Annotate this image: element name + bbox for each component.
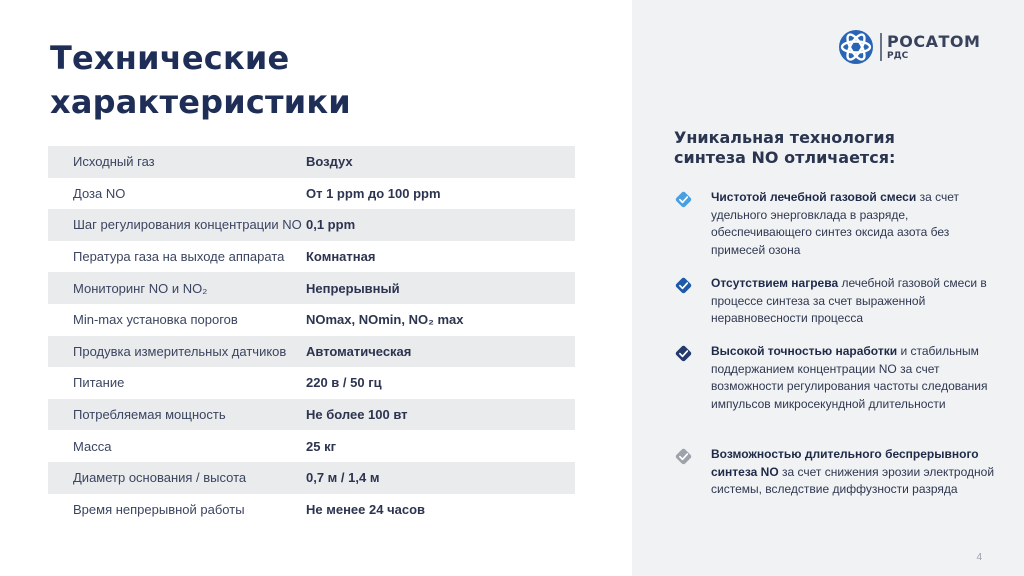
logo-name: РОСАТОМ	[887, 32, 981, 51]
feature-title: Чистотой лечебной газовой смеси	[711, 190, 917, 204]
spec-label: Диаметр основания / высота	[73, 470, 247, 486]
feature-description: за счет снижения эрозии электродной системы, вследствие диффузности разряда	[711, 464, 995, 496]
feature-text	[711, 189, 1001, 259]
spec-row	[48, 399, 575, 431]
spec-row	[48, 494, 575, 526]
panel-heading	[674, 128, 994, 168]
check-icon	[674, 276, 693, 295]
feature-description: за счет удельного энерговклада в разряде, обеспечивающего синтез оксида азота без примесей озона	[711, 190, 959, 257]
check-icon	[674, 344, 693, 363]
spec-label: Потребляемая мощность	[73, 407, 226, 423]
spec-value: 25 кг	[306, 438, 336, 454]
spec-row	[48, 178, 575, 210]
feature-description: и стабильным поддержанием концентрации NO за счет возможности регулирования частоты следования импульсов микросекундной длительности	[711, 344, 988, 411]
page-title	[50, 36, 610, 124]
spec-value: Автоматическая	[306, 343, 412, 359]
logo-divider	[880, 33, 882, 61]
page-number: 4	[976, 552, 982, 563]
feature-title: Возможностью длительного беспрерывного синтеза NO	[711, 447, 979, 479]
spec-label: Время непрерывной работы	[73, 501, 245, 517]
spec-row	[48, 430, 575, 462]
spec-table	[48, 146, 575, 525]
feature-text	[711, 343, 1001, 413]
spec-value: Комнатная	[306, 249, 376, 265]
spec-value: NOmax, NOmin, NO₂ max	[306, 312, 464, 328]
spec-label: Пература газа на выходе аппарата	[73, 249, 285, 265]
spec-row	[48, 241, 575, 273]
spec-label: Продувка измерительных датчиков	[73, 343, 287, 359]
feature-text	[711, 446, 1001, 499]
spec-value: Не менее 24 часов	[306, 501, 426, 517]
spec-label: Шаг регулирования концентрации NO	[73, 217, 302, 233]
feature-title: Высокой точностью наработки	[711, 344, 898, 358]
spec-value: От 1 ppm до 100 ppm	[306, 185, 441, 201]
spec-value: Воздух	[306, 154, 353, 170]
panel-heading-line-1: Уникальная технология	[674, 128, 895, 147]
spec-label: Min-max установка порогов	[73, 312, 238, 328]
logo-subtitle: РДС	[887, 51, 909, 61]
spec-label: Питание	[73, 375, 125, 391]
rosatom-logo	[838, 29, 988, 69]
feature-title: Отсутствием нагрева	[711, 276, 839, 290]
feature-description: лечебной газовой смеси в процессе синтеза за счет выраженной неравновесности процесса	[711, 276, 987, 325]
spec-label: Исходный газ	[73, 154, 155, 170]
feature-text	[711, 275, 1001, 328]
atom-logo-icon	[838, 29, 874, 65]
spec-row	[48, 367, 575, 399]
spec-value: 220 в / 50 гц	[306, 375, 382, 391]
check-icon	[674, 447, 693, 466]
spec-row	[48, 462, 575, 494]
spec-row	[48, 209, 575, 241]
title-line-1: Технические	[50, 39, 290, 77]
check-icon	[674, 190, 693, 209]
spec-label: Доза NO	[73, 185, 126, 201]
spec-row	[48, 336, 575, 368]
spec-label: Мониторинг NO и NO₂	[73, 280, 208, 296]
spec-row	[48, 146, 575, 178]
spec-value: 0,7 м / 1,4 м	[306, 470, 380, 486]
spec-label: Масса	[73, 438, 112, 454]
panel-heading-line-2: синтеза NO отличается:	[674, 148, 896, 167]
spec-row	[48, 304, 575, 336]
title-line-2: характеристики	[50, 83, 351, 121]
spec-row	[48, 272, 575, 304]
spec-value: Не более 100 вт	[306, 407, 408, 423]
spec-value: Непрерывный	[306, 280, 400, 296]
spec-value: 0,1 ppm	[306, 217, 356, 233]
